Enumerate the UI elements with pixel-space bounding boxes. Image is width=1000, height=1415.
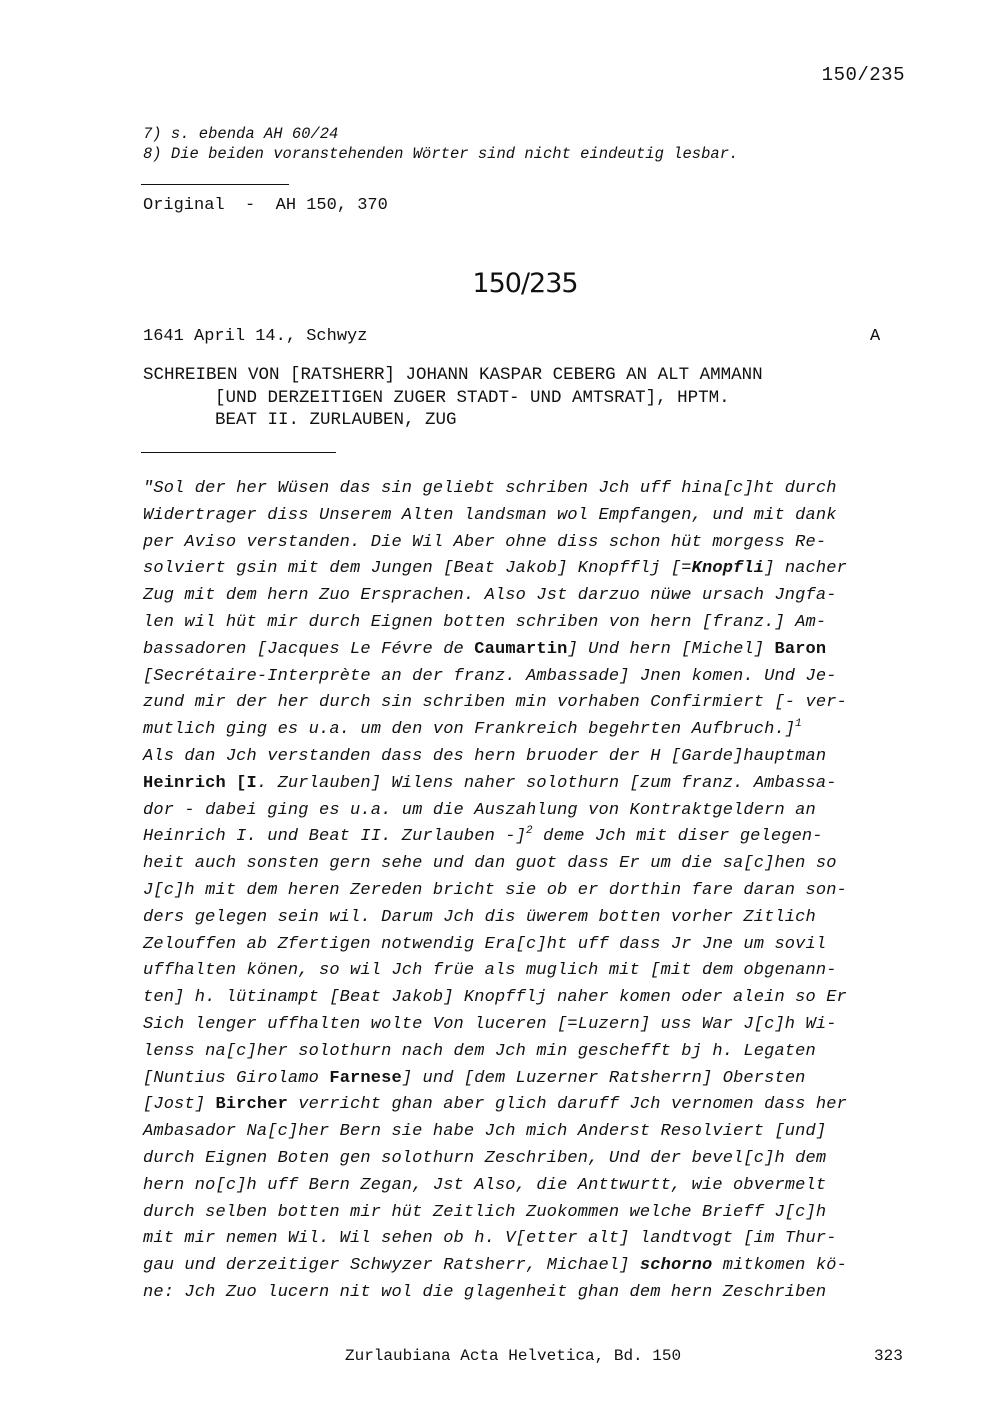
heading-line: BEAT II. ZURLAUBEN, ZUG bbox=[215, 410, 457, 430]
footnote-ref-2: 2 bbox=[526, 825, 533, 838]
body-line: Zelouffen ab Zfertigen notwendig Era[c]ht uff dass Jr Jne um sovil bbox=[143, 934, 827, 954]
body-line: ne: Jch Zuo lucern nit wol die glagenheit ghan dem hern Zeschriben bbox=[143, 1282, 827, 1302]
heading-divider bbox=[141, 452, 336, 453]
footnote-ref-1: 1 bbox=[795, 718, 802, 731]
body-line: len wil hüt mir durch Eignen botten schriben von hern [franz.] Am- bbox=[143, 612, 827, 632]
body-line: Sich lenger uffhalten wolte Von luceren [=Luzern] uss War J[c]h Wi- bbox=[143, 1014, 837, 1034]
body-line: uffhalten könen, so wil Jch früe als muglich mit [mit dem obgenann- bbox=[143, 961, 837, 981]
original-reference: Original - AH 150, 370 bbox=[143, 196, 388, 215]
body-line: Heinrich I. und Beat II. Zurlauben -]$^2$ deme Jch mit diser gelegen- bbox=[143, 825, 823, 847]
body-line: J[c]h mit dem heren Zereden bricht sie ob er dorthin fare daran son- bbox=[143, 880, 847, 900]
body-line: per Aviso verstanden. Die Wil Aber ohne diss schon hüt morgess Re- bbox=[143, 532, 827, 552]
footnote-8: 8) Die beiden voranstehenden Wörter sind nicht eindeutig lesbar. bbox=[143, 145, 739, 163]
body-line: Widertrager diss Unserem Alten landsman wol Empfangen, und mit dank bbox=[143, 505, 837, 525]
name-farnese: Farnese bbox=[329, 1068, 402, 1088]
body-line: lenss na[c]her solothurn nach dem Jch min geschefft bj h. Legaten bbox=[143, 1041, 816, 1061]
body-line: dor - dabei ging es u.a. um die Auszahlung von Kontraktgeldern an bbox=[143, 800, 816, 820]
heading-line: [UND DERZEITIGEN ZUGER STADT- UND AMTSRAT], HPTM. bbox=[215, 387, 730, 408]
body-line: Zug mit dem hern Zuo Ersprachen. Also Jst darzuo nüwe ursach Jngfa- bbox=[143, 586, 837, 606]
body-line: [Secrétaire-Interprète an der franz. Ambassade] Jnen komen. Und Je- bbox=[143, 666, 837, 686]
body-line: Ambasador Na[c]her Bern sie habe Jch mich Anderst Resolviert [und] bbox=[143, 1122, 827, 1142]
body-line: zund mir der her durch sin schriben min vorhaben Confirmiert [- ver- bbox=[143, 693, 847, 713]
document-number: 150/235 bbox=[472, 268, 578, 299]
body-line: [Jost] Bircher verricht ghan aber glich daruff Jch vernomen dass her bbox=[143, 1095, 847, 1115]
heading-line: SCHREIBEN VON [RATSHERR] JOHANN KASPAR CEBERG AN ALT AMMANN bbox=[143, 365, 763, 385]
name-caumartin: Caumartin bbox=[474, 639, 568, 659]
date-place: 1641 April 14., Schwyz bbox=[143, 327, 368, 346]
name-knopfli: Knopfli bbox=[691, 559, 765, 579]
body-line: mutlich ging es u.a. um den von Frankreich begehrten Aufbruch.]$^1$ bbox=[143, 718, 802, 740]
name-baron: Baron bbox=[774, 639, 827, 659]
body-line: solviert gsin mit dem Jungen [Beat Jakob] Knopfflj [=Knopfli] nacher bbox=[143, 559, 847, 579]
document-type: A bbox=[870, 327, 881, 346]
name-bircher: Bircher bbox=[215, 1095, 288, 1115]
footnote-divider bbox=[141, 184, 289, 185]
name-heinrich: Heinrich [I bbox=[143, 773, 257, 793]
page-number: 323 bbox=[874, 1347, 903, 1365]
body-line: mit mir nemen Wil. Wil sehen ob h. V[etter alt] landtvogt [im Thur- bbox=[143, 1229, 837, 1249]
body-line: bassadoren [Jacques Le Févre de Caumartin] Und hern [Michel] Baron bbox=[143, 639, 827, 659]
page-header: 150/235 bbox=[821, 64, 905, 86]
body-line: durch Eignen Boten gen solothurn Zeschriben, Und der bevel[c]h dem bbox=[143, 1148, 827, 1168]
footnotes bbox=[143, 124, 738, 164]
document-heading bbox=[143, 364, 763, 432]
body-line: hern no[c]h uff Bern Zegan, Jst Also, die Anttwurtt, wie obvermelt bbox=[143, 1175, 827, 1195]
body-line: ders gelegen sein wil. Darum Jch dis üwerem botten vorher Zitlich bbox=[143, 907, 816, 927]
body-line: gau und derzeitiger Schwyzer Ratsherr, Michael] schorno mitkomen kö- bbox=[143, 1256, 847, 1276]
body-line: Als dan Jch verstanden dass des hern bruoder der H [Garde]hauptman bbox=[143, 746, 827, 766]
footnote-7: 7) s. ebenda AH 60/24 bbox=[143, 125, 339, 143]
body-line: "Sol der her Wüsen das sin geliebt schriben Jch uff hina[c]ht durch bbox=[143, 479, 837, 498]
name-schorno: schorno bbox=[639, 1256, 713, 1276]
body-line: [Nuntius Girolamo Farnese] und [dem Luzerner Ratsherrn] Obersten bbox=[143, 1068, 806, 1088]
body-line: durch selben botten mir hüt Zeitlich Zuokommen welche Brieff J[c]h bbox=[143, 1202, 827, 1222]
footer-title: Zurlaubiana Acta Helvetica, Bd. 150 bbox=[345, 1347, 682, 1365]
body-line: ten] h. lütinampt [Beat Jakob] Knopfflj naher komen oder alein so Er bbox=[143, 988, 847, 1008]
letter-body bbox=[143, 476, 847, 1307]
body-line: Heinrich [I. Zurlauben] Wilens naher solothurn [zum franz. Ambassa- bbox=[143, 773, 837, 793]
body-line: heit auch sonsten gern sehe und dan guot dass Er um die sa[c]hen so bbox=[143, 854, 837, 874]
